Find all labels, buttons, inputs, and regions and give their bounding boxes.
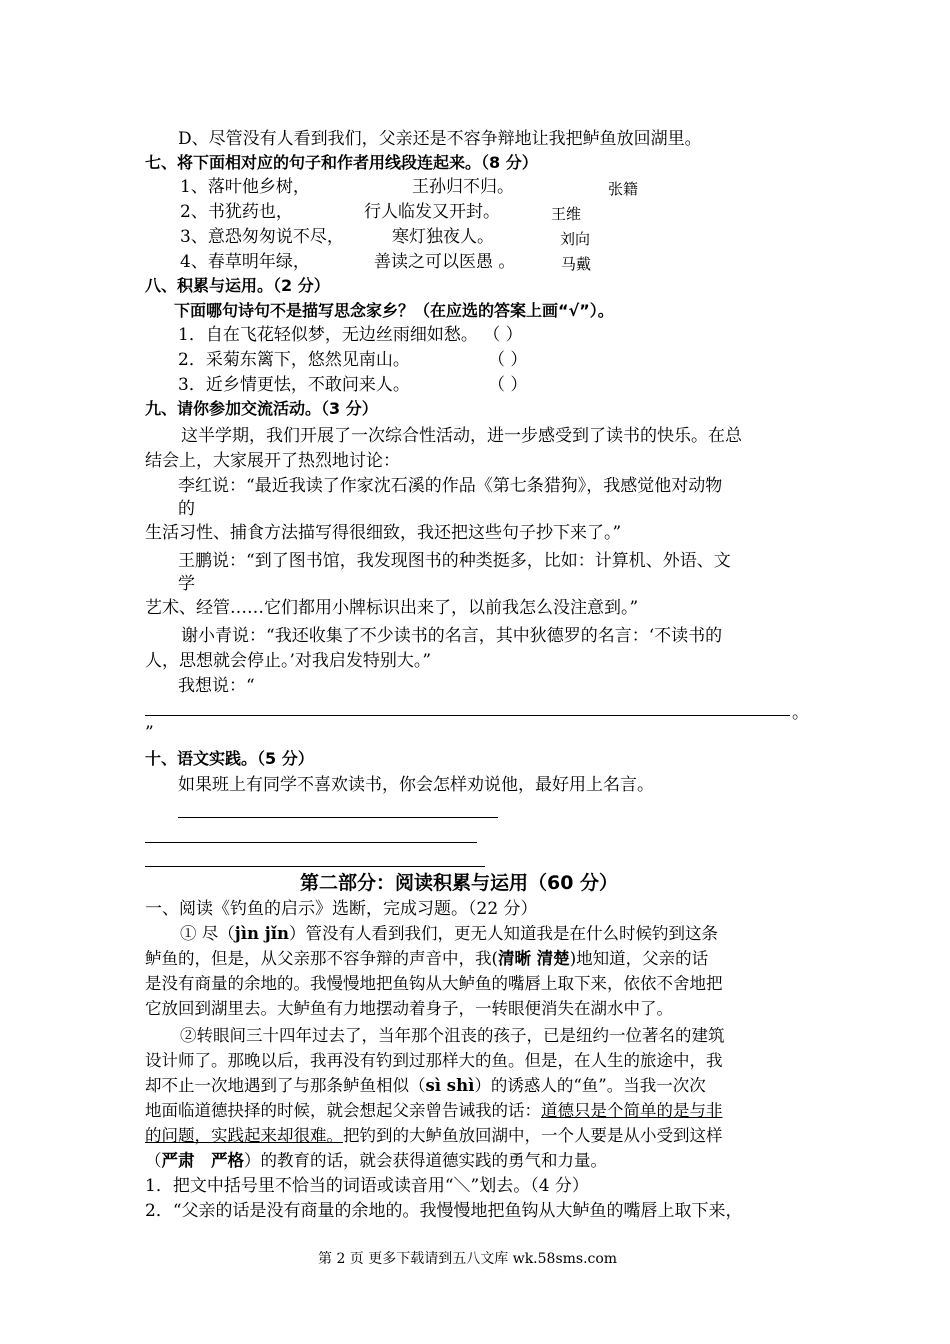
section-10-title: 十、语文实践。（5 分） (145, 749, 314, 768)
text-line: 。 (792, 703, 809, 723)
section-8-question: 下面哪句诗句不是描写思念家乡？（在应选的答案上画“√”）。 (174, 301, 614, 320)
passage-line: 的问题，实践起来却很难。把钓到的大鲈鱼放回湖中，一个人要是从小受到这样 (145, 1126, 723, 1145)
passage-line: 却不止一次地遇到了与那条鲈鱼相似（sì shì）的诱惑人的“鱼”。当我一次次 (145, 1076, 706, 1095)
pair-3-author: 刘向 (560, 230, 591, 248)
choice-2: 2．采菊东篱下，悠然见南山。 (178, 350, 410, 370)
pair-3-first: 3、意恐匆匆说不尽， (180, 227, 344, 247)
passage-line: （严肃 严格）的教育的话，就会获得道德实践的勇气和力量。 (145, 1151, 607, 1170)
section-9-title: 九、请你参加交流活动。（3 分） (145, 399, 378, 418)
choice-3-bracket: （ ） (488, 375, 528, 395)
page-footer: 第 2 页 更多下载请到五八文库 wk.58sms.com (318, 1251, 618, 1267)
text-line: 谢小青说：“我还收集了不少读书的名言，其中狄德罗的名言：‘不读书的 (181, 626, 723, 646)
section-8-title: 八、积累与运用。（2 分） (145, 276, 330, 295)
text-line: 的 (178, 499, 195, 519)
section-7-title: 七、将下面相对应的句子和作者用线段连起来。（8 分） (145, 153, 538, 172)
text-line: 这半学期，我们开展了一次综合性活动，进一步感受到了读书的快乐。在总 (181, 426, 742, 446)
text-line: 人，思想就会停止。’对我启发特别大。” (145, 651, 432, 671)
question-1: 1．把文中括号里不恰当的词语或读音用“＼”划去。（4 分） (145, 1176, 589, 1196)
choice-2-bracket: （ ） (488, 350, 528, 370)
text-line: 李红说：“最近我读了作家沈石溪的作品《第七条猎狗》，我感觉他对动物 (178, 476, 723, 496)
pair-4-author: 马戴 (561, 255, 592, 273)
passage-line: 鲈鱼的，但是，从父亲那不容争辩的声音中，我(清晰 清楚)地知道，父亲的话 (145, 949, 709, 968)
pair-3-second: 寒灯独夜人。 (392, 227, 494, 247)
answer-line[interactable] (145, 866, 485, 867)
pair-2-second: 行人临发又开封。 (364, 202, 500, 222)
question-2: 2．“父亲的话是没有商量的余地的。我慢慢地把鱼钩从大鲈鱼的嘴唇上取下来， (145, 1201, 743, 1221)
choice-3: 3．近乡情更怯，不敢问来人。 (178, 375, 410, 395)
answer-line[interactable] (178, 817, 498, 818)
text-line: 王鹏说：“到了图书馆，我发现图书的种类挺多，比如：计算机、外语、文 (178, 551, 731, 571)
reading-1-title: 一、阅读《钓鱼的启示》选断，完成习题。（22 分） (145, 899, 538, 919)
passage-line: 是没有商量的余地的。我慢慢地把鱼钩从大鲈鱼的嘴唇上取下来，依依不舍地把 (145, 974, 723, 993)
pair-1-first: 1、落叶他乡树， (180, 177, 310, 197)
passage-line: ②转眼间三十四年过去了，当年那个沮丧的孩子，已是纽约一位著名的建筑 (180, 1026, 725, 1045)
text-line: 艺术、经管……它们都用小牌标识出来了，以前我怎么没注意到。” (145, 598, 639, 618)
text-line: 结会上，大家展开了热烈地讨论： (145, 451, 400, 471)
underlined-sentence: 道德只是个简单的是与非 (541, 1101, 723, 1120)
text-line: ” (145, 723, 154, 743)
text-line: 生活习性、捕食方法描写得很细致，我还把这些句子抄下来了。” (145, 523, 622, 543)
passage-line: 地面临道德抉择的时候，就会想起父亲曾告诫我的话：道德只是个简单的是与非 (145, 1101, 723, 1120)
choice-1: 1．自在飞花轻似梦，无边丝雨细如愁。 （ ） (178, 325, 523, 345)
pair-1-second: 王孙归不归。 (412, 177, 514, 197)
passage-line: 它放回到湖里去。大鲈鱼有力地摆动着身子，一转眼便消失在湖水中了。 (145, 999, 673, 1018)
text-line: 如果班上有同学不喜欢读书，你会怎样劝说他，最好用上名言。 (178, 775, 654, 795)
text-line: 学 (178, 574, 195, 594)
pair-2-author: 王维 (551, 205, 582, 223)
option-d: D、尽管没有人看到我们，父亲还是不容争辩地让我把鲈鱼放回湖里。 (178, 129, 702, 149)
text-line: 我想说：“ (178, 676, 255, 696)
pair-4-first: 4、春草明年绿， (180, 252, 310, 272)
pair-2-first: 2、书犹药也， (180, 202, 293, 222)
answer-line[interactable] (145, 842, 477, 843)
passage-line: 设计师了。那晚以后，我再没有钓到过那样大的鱼。但是，在人生的旅途中，我 (145, 1051, 723, 1070)
part-2-heading: 第二部分：阅读积累与运用（60 分） (300, 872, 619, 894)
underlined-sentence: 的问题，实践起来却很难。 (145, 1126, 343, 1145)
passage-line: ① 尽（jìn jǐn）管没有人看到我们，更无人知道我是在什么时候钓到这条 (180, 924, 718, 943)
pair-1-author: 张籍 (608, 180, 639, 198)
answer-line[interactable] (145, 715, 790, 716)
pair-4-second: 善读之可以医愚 。 (374, 252, 516, 272)
